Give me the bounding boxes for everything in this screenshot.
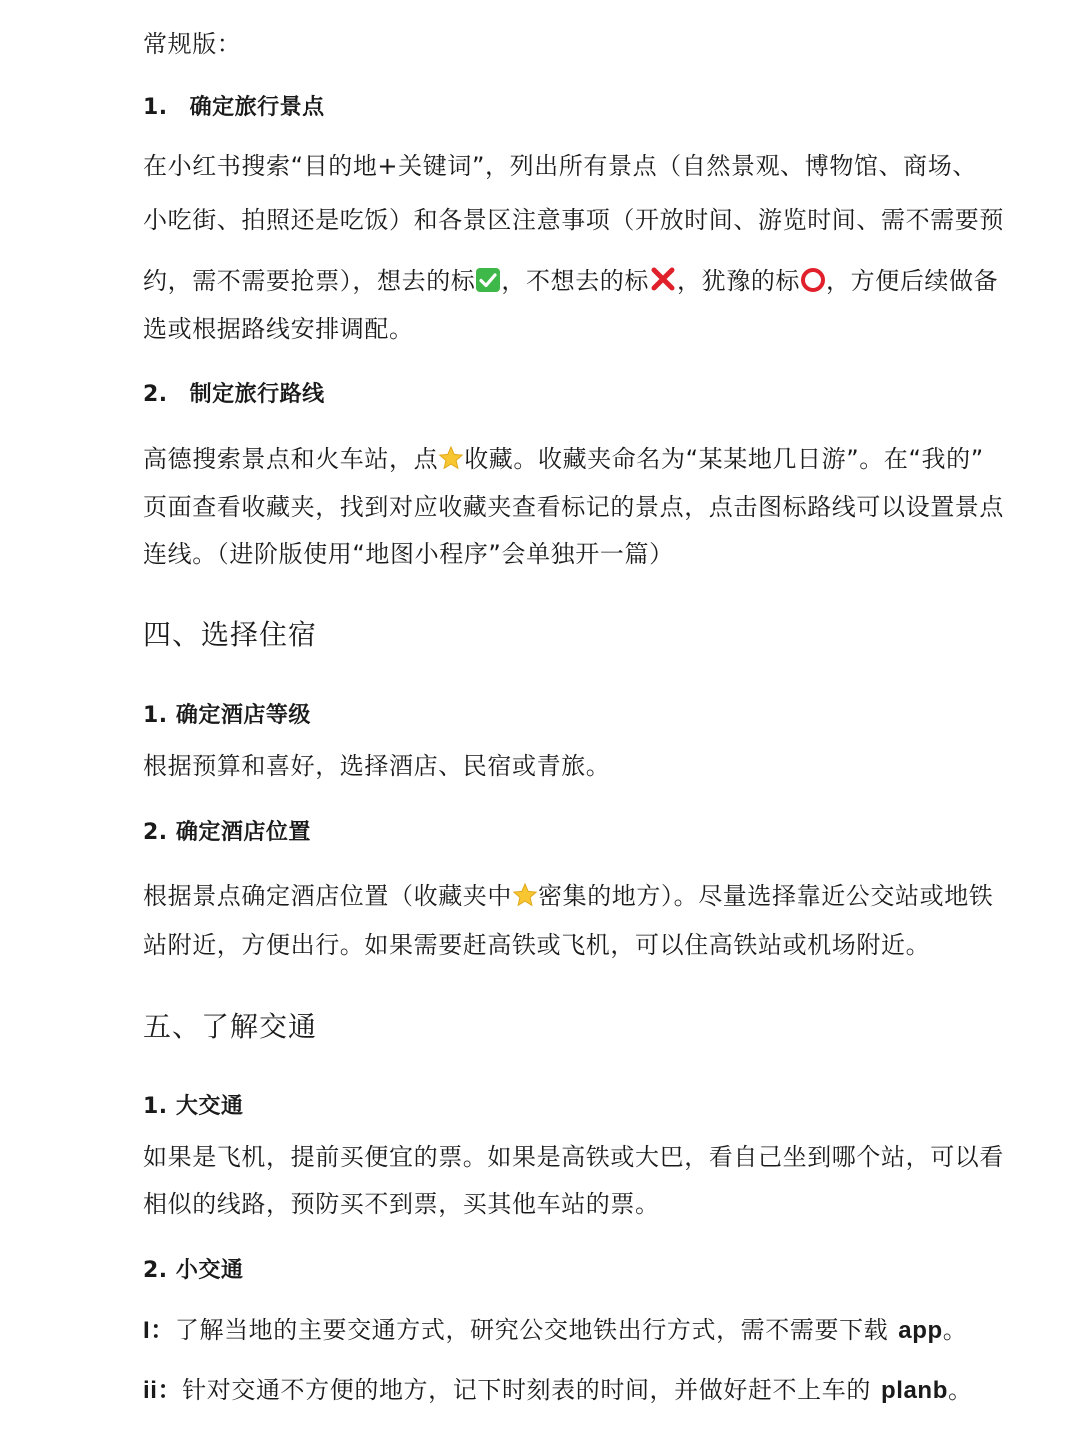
transport-item-1-text: 了解当地的主要交通方式，研究公交地铁出行方式，需不需要下载	[174, 1316, 889, 1344]
hollow-red-circle-icon	[800, 267, 826, 293]
lodging-level-heading: 1. 确定酒店等级	[143, 703, 311, 728]
intro-label: 常规版：	[143, 30, 242, 58]
transport-item-2-end: 。	[947, 1376, 973, 1404]
lodging-location-line-1-part-a: 根据景点确定酒店位置（收藏夹中	[143, 882, 512, 910]
transport-item-2-text: 针对交通不方便的地方，记下时刻表的时间，并做好赶不上车的	[182, 1376, 871, 1404]
spots-heading-number: 1.	[143, 95, 168, 120]
check-mark-button-icon	[475, 267, 501, 293]
route-line-3: 连线。（进阶版使用“地图小程序”会单独开一篇）	[143, 540, 674, 568]
spots-line-3-part-a: 约，需不需要抢票），想去的标	[143, 267, 476, 295]
spots-line-3-part-c: ，犹豫的标	[677, 267, 801, 295]
transport-item-1-end: 。	[942, 1316, 968, 1344]
transport-item-1	[143, 1318, 967, 1343]
route-heading	[143, 384, 325, 406]
lodging-level-text: 根据预算和喜好，选择酒店、民宿或青旅。	[143, 752, 611, 780]
lodging-location-heading: 2. 确定酒店位置	[143, 820, 311, 845]
route-heading-title: 制定旅行路线	[189, 382, 325, 407]
transport-major-line-1: 如果是飞机，提前买便宜的票。如果是高铁或大巴，看自己坐到哪个站，可以看	[143, 1143, 1004, 1171]
spots-line-3-part-b: ，不想去的标	[501, 267, 650, 295]
transport-section-title: 五、了解交通	[143, 1010, 318, 1043]
transport-local-heading: 2. 小交通	[143, 1258, 244, 1283]
transport-item-2	[143, 1378, 973, 1403]
spots-line-2: 小吃街、拍照还是吃饭）和各景区注意事项（开放时间、游览时间、需不需要预	[143, 206, 1004, 234]
route-heading-number: 2.	[143, 382, 168, 407]
route-line-1-part-b: 收藏。收藏夹命名为“某某地几日游”。在“我的”	[464, 445, 984, 473]
route-line-1-part-a: 高德搜索景点和火车站，点	[143, 445, 439, 473]
transport-item-1-marker: I：	[143, 1317, 175, 1344]
lodging-location-line-2: 站附近，方便出行。如果需要赶高铁或飞机，可以住高铁站或机场附近。	[143, 931, 931, 959]
lodging-location-line-1-part-b: 密集的地方）。尽量选择靠近公交站或地铁	[538, 882, 994, 910]
spots-line-3	[143, 265, 998, 293]
lodging-section-title: 四、选择住宿	[143, 618, 318, 651]
transport-item-2-marker: ii：	[143, 1377, 183, 1404]
spots-line-4: 选或根据路线安排调配。	[143, 315, 414, 343]
route-line-1	[143, 445, 984, 471]
lodging-location-line-1	[143, 882, 993, 908]
transport-major-heading: 1. 大交通	[143, 1094, 244, 1119]
transport-item-1-latin: app	[898, 1317, 943, 1344]
spots-heading-title: 确定旅行景点	[189, 95, 325, 120]
star-icon	[438, 445, 464, 471]
transport-major-line-2: 相似的线路，预防买不到票，买其他车站的票。	[143, 1190, 660, 1218]
route-line-2: 页面查看收藏夹，找到对应收藏夹查看标记的景点，点击图标路线可以设置景点	[143, 493, 1004, 521]
transport-item-2-latin: planb	[880, 1377, 948, 1404]
star-icon	[512, 882, 538, 908]
spots-heading	[143, 97, 325, 119]
spots-line-3-part-d: ，方便后续做备	[826, 267, 999, 295]
spots-line-1: 在小红书搜索“目的地+关键词”，列出所有景点（自然景观、博物馆、商场、	[143, 152, 977, 180]
cross-mark-icon	[649, 265, 677, 293]
